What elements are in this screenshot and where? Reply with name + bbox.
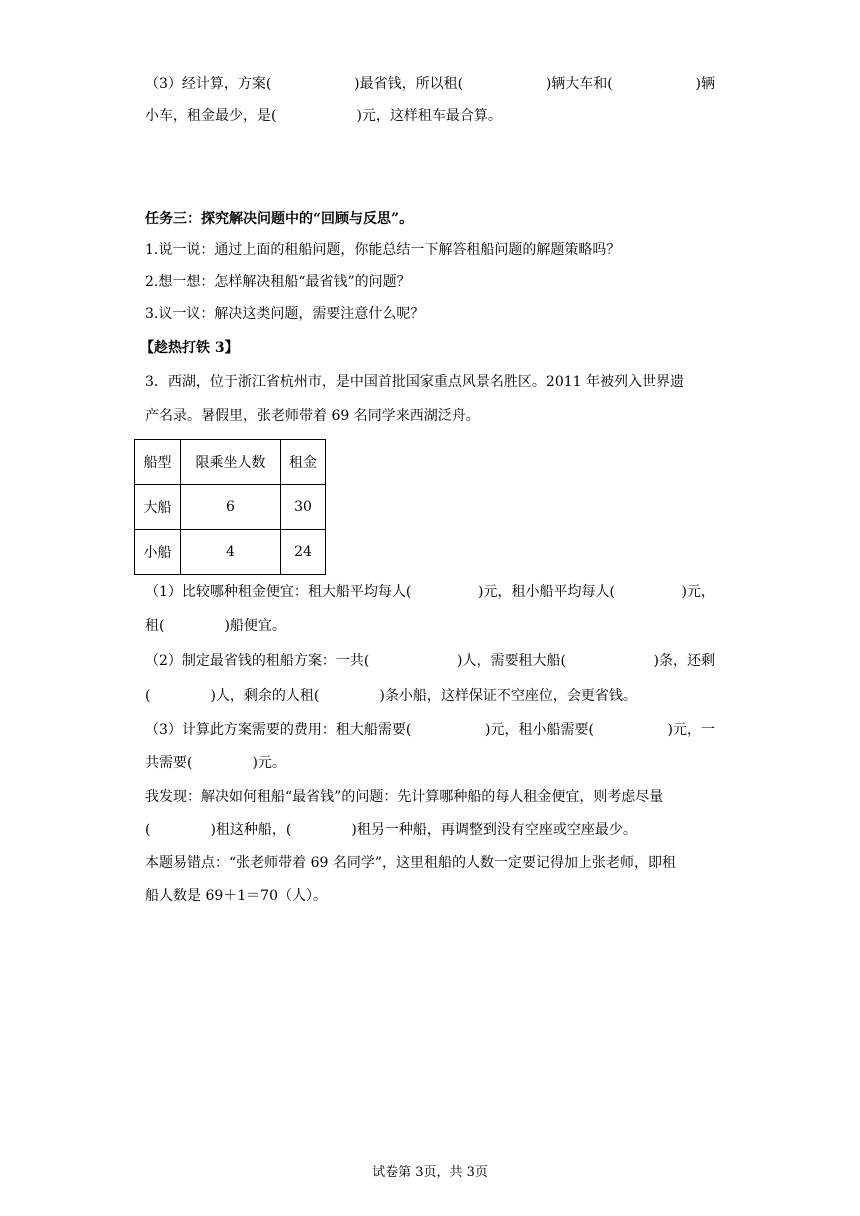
sub2-line1 (145, 651, 715, 671)
table-cell: 6 (181, 485, 281, 530)
practice-heading: 【趁热打铁 3】 (140, 340, 239, 356)
task3-item-2: 2.想一想：怎样解决租船“最省钱”的问题？ (145, 274, 411, 290)
sub1-text-b: )元，租小船平均每人( (477, 584, 615, 600)
table-cell: 24 (281, 530, 326, 575)
page-footer: 试卷第 3页，共 3页 (372, 1165, 488, 1180)
q3-text-b: )最省钱，所以租( (354, 76, 464, 92)
sub3-text-c: )元，一 (667, 722, 715, 738)
problem-line1: 3．西湖，位于浙江省杭州市，是中国首批国家重点风景名胜区。2011 年被列入世界遗 (145, 374, 684, 390)
sub2-text-a: （2）制定最省钱的租船方案：一共( (145, 653, 370, 669)
sub1-text-c: )元， (681, 584, 715, 600)
task3-heading: 任务三：探究解决问题中的“回顾与反思”。 (145, 211, 414, 227)
sub3-text-e: )元。 (252, 755, 286, 771)
q3-text-f: )元，这样租车最合算。 (356, 108, 502, 124)
sub2-text-c: )条，还剩 (653, 653, 715, 669)
sub2-text-b: )人，需要租大船( (456, 653, 566, 669)
q3-text-a: （3）经计算，方案( (145, 76, 272, 92)
error-line2: 船人数是 69＋1＝70（人）。 (145, 888, 327, 904)
sub1-text-e: )船便宜。 (224, 618, 286, 634)
sub1-text-a: （1）比较哪种租金便宜：租大船平均每人( (145, 584, 412, 600)
table-cell: 30 (281, 485, 326, 530)
sub3-line2 (145, 753, 286, 773)
q3-line1 (145, 74, 715, 94)
q3-text-e: 小车，租金最少，是( (145, 108, 277, 124)
q3-text-c: )辆大车和( (545, 76, 613, 92)
sub1-line2 (145, 616, 286, 636)
sub1-text-d: 租( (145, 618, 165, 634)
sub2-text-f: )条小船，这样保证不空座位，会更省钱。 (379, 688, 637, 704)
sub2-text-e: )人，剩余的人租( (210, 688, 320, 704)
task3-item-3: 3.议一议：解决这类问题，需要注意什么呢？ (145, 306, 425, 322)
task3-item-1: 1.说一说：通过上面的租船问题，你能总结一下解答租船问题的解题策略吗？ (145, 242, 621, 258)
finding-line2 (145, 820, 637, 840)
finding-text-b: )租这种船，( (210, 822, 292, 838)
boat-table (134, 439, 326, 575)
table-header-cell: 限乘坐人数 (181, 440, 281, 485)
sub3-text-b: )元，租小船需要( (484, 722, 594, 738)
q3-line2 (145, 106, 502, 126)
sub3-line1 (145, 720, 715, 740)
finding-text-c: )租另一种船，再调整到没有空座或空座最少。 (351, 822, 637, 838)
table-row (135, 530, 326, 575)
problem-line2: 产名录。暑假里，张老师带着 69 名同学来西湖泛舟。 (145, 408, 480, 424)
table-cell: 4 (181, 530, 281, 575)
table-cell: 大船 (135, 485, 181, 530)
sub3-text-d: 共需要( (145, 755, 193, 771)
table-header-cell: 租金 (281, 440, 326, 485)
q3-text-d: )辆 (695, 76, 715, 92)
table-header-cell: 船型 (135, 440, 181, 485)
sub2-text-d: ( (145, 688, 151, 704)
finding-line1: 我发现：解决如何租船“最省钱”的问题：先计算哪种船的每人租金便宜，则考虑尽量 (145, 789, 664, 805)
sub3-text-a: （3）计算此方案需要的费用：租大船需要( (145, 722, 412, 738)
table-header-row (135, 440, 326, 485)
error-line1: 本题易错点：“张老师带着 69 名同学”，这里租船的人数一定要记得加上张老师，即租 (145, 855, 677, 871)
table-cell: 小船 (135, 530, 181, 575)
sub1-line1 (145, 582, 715, 602)
sub2-line2 (145, 686, 637, 706)
table-row (135, 485, 326, 530)
finding-text-a: ( (145, 822, 151, 838)
